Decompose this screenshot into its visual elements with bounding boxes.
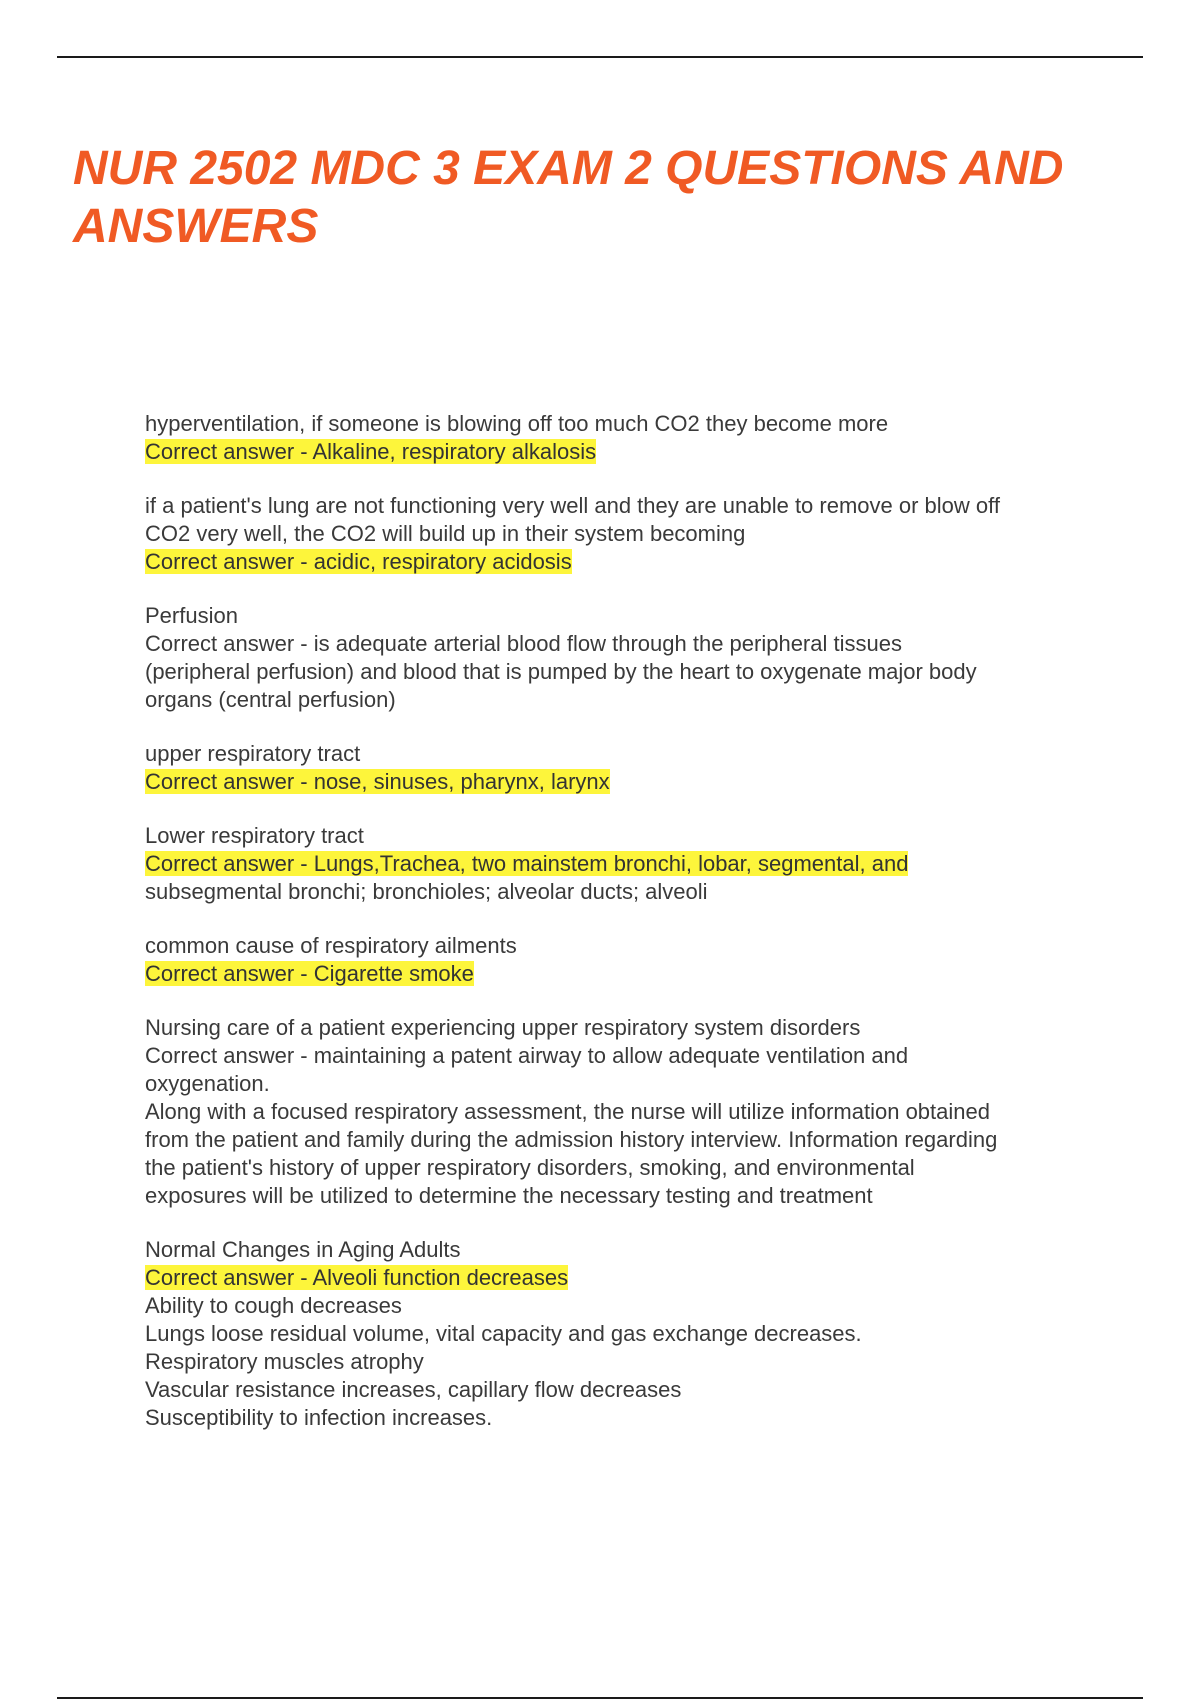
answer-text: Lungs loose residual volume, vital capacity and gas exchange decreases. bbox=[145, 1321, 862, 1346]
answer-text: the patient's history of upper respiratory disorders, smoking, and environmental bbox=[145, 1155, 915, 1180]
bottom-rule bbox=[57, 1697, 1143, 1699]
question-text: Perfusion bbox=[145, 603, 238, 628]
question-text: common cause of respiratory ailments bbox=[145, 933, 517, 958]
answer-text: organs (central perfusion) bbox=[145, 687, 396, 712]
answer-text: Ability to cough decreases bbox=[145, 1293, 402, 1318]
document-title: NUR 2502 MDC 3 EXAM 2 QUESTIONS AND ANSWERS bbox=[73, 142, 1064, 253]
top-rule bbox=[57, 56, 1143, 58]
answer-text: (peripheral perfusion) and blood that is pumped by the heart to oxygenate major body bbox=[145, 659, 977, 684]
question-text: Lower respiratory tract bbox=[145, 823, 364, 848]
answer-text: oxygenation. bbox=[145, 1071, 270, 1096]
answer-text: Respiratory muscles atrophy bbox=[145, 1349, 424, 1374]
answer-highlighted: Correct answer - Alkaline, respiratory alkalosis bbox=[145, 439, 597, 464]
qa-item bbox=[145, 822, 1095, 906]
answer-highlighted: Correct answer - acidic, respiratory acidosis bbox=[145, 549, 572, 574]
question-text: CO2 very well, the CO2 will build up in their system becoming bbox=[145, 521, 746, 546]
answer-text: from the patient and family during the admission history interview. Information regarding bbox=[145, 1127, 998, 1152]
answer-text: exposures will be utilized to determine the necessary testing and treatment bbox=[145, 1183, 873, 1208]
qa-item bbox=[145, 740, 1095, 796]
question-text: Nursing care of a patient experiencing upper respiratory system disorders bbox=[145, 1015, 861, 1040]
answer-text: subsegmental bronchi; bronchioles; alveolar ducts; alveoli bbox=[145, 879, 708, 904]
answer-highlighted: Correct answer - Lungs,Trachea, two mainstem bronchi, lobar, segmental, and bbox=[145, 851, 909, 876]
question-text: if a patient's lung are not functioning very well and they are unable to remove or blow off bbox=[145, 493, 1000, 518]
question-text: Normal Changes in Aging Adults bbox=[145, 1237, 461, 1262]
qa-item bbox=[145, 1236, 1095, 1432]
answer-highlighted: Correct answer - nose, sinuses, pharynx, larynx bbox=[145, 769, 610, 794]
qa-item bbox=[145, 492, 1095, 576]
answer-highlighted: Correct answer - Cigarette smoke bbox=[145, 961, 474, 986]
answer-text: Correct answer - is adequate arterial blood flow through the peripheral tissues bbox=[145, 631, 902, 656]
qa-list bbox=[145, 410, 1095, 1458]
qa-item bbox=[145, 602, 1095, 714]
qa-item bbox=[145, 932, 1095, 988]
question-text: upper respiratory tract bbox=[145, 741, 361, 766]
answer-text: Along with a focused respiratory assessment, the nurse will utilize information obtained bbox=[145, 1099, 990, 1124]
qa-item bbox=[145, 410, 1095, 466]
question-text: hyperventilation, if someone is blowing off too much CO2 they become more bbox=[145, 411, 889, 436]
answer-text: Correct answer - maintaining a patent airway to allow adequate ventilation and bbox=[145, 1043, 909, 1068]
answer-text: Vascular resistance increases, capillary flow decreases bbox=[145, 1377, 682, 1402]
answer-highlighted: Correct answer - Alveoli function decreases bbox=[145, 1265, 569, 1290]
qa-item bbox=[145, 1014, 1095, 1210]
answer-text: Susceptibility to infection increases. bbox=[145, 1405, 493, 1430]
